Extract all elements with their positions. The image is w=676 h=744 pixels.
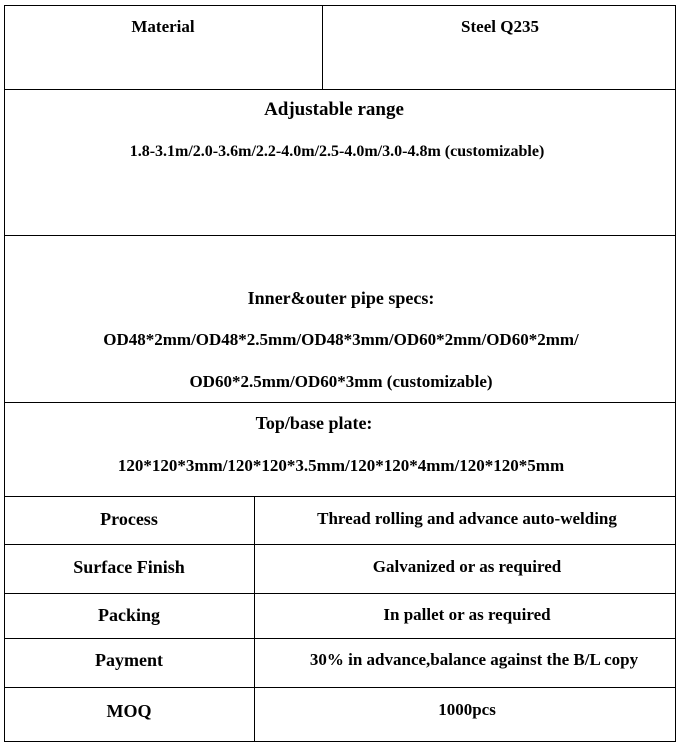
table-border-top bbox=[4, 5, 676, 6]
table-border-left bbox=[4, 5, 5, 742]
row-divider bbox=[4, 89, 676, 90]
table-border-bottom bbox=[4, 741, 676, 742]
process-value: Thread rolling and advance auto-welding bbox=[317, 509, 617, 528]
pipe-specs-value-line1: OD48*2mm/OD48*2.5mm/OD48*3mm/OD60*2mm/OD60*2mm/ bbox=[103, 330, 579, 349]
material-value: Steel Q235 bbox=[461, 17, 539, 36]
row-divider bbox=[4, 544, 676, 545]
surface-finish-label: Surface Finish bbox=[73, 557, 185, 577]
row-divider bbox=[4, 235, 676, 236]
moq-label: MOQ bbox=[106, 701, 152, 721]
packing-value: In pallet or as required bbox=[383, 605, 551, 624]
payment-value: 30% in advance,balance against the B/L copy bbox=[309, 650, 639, 669]
row-divider bbox=[4, 593, 676, 594]
pipe-specs-value-line2: OD60*2.5mm/OD60*3mm (customizable) bbox=[189, 372, 493, 391]
process-label: Process bbox=[100, 509, 158, 529]
column-divider bbox=[254, 496, 255, 742]
surface-finish-value: Galvanized or as required bbox=[372, 557, 562, 576]
row-divider bbox=[4, 687, 676, 688]
moq-value: 1000pcs bbox=[438, 700, 496, 719]
payment-label: Payment bbox=[95, 650, 163, 670]
row-divider bbox=[4, 638, 676, 639]
material-label: Material bbox=[131, 17, 195, 36]
adjustable-range-value: 1.8-3.1m/2.0-3.6m/2.2-4.0m/2.5-4.0m/3.0-4.8m (customizable) bbox=[129, 143, 545, 160]
column-divider bbox=[322, 5, 323, 90]
row-divider bbox=[4, 402, 676, 403]
adjustable-range-label: Adjustable range bbox=[264, 99, 404, 120]
plate-value: 120*120*3mm/120*120*3.5mm/120*120*4mm/120*120*5mm bbox=[117, 456, 565, 475]
packing-label: Packing bbox=[97, 605, 161, 625]
plate-label: Top/base plate: bbox=[255, 413, 373, 433]
row-divider bbox=[4, 496, 676, 497]
pipe-specs-label: Inner&outer pipe specs: bbox=[247, 288, 435, 308]
